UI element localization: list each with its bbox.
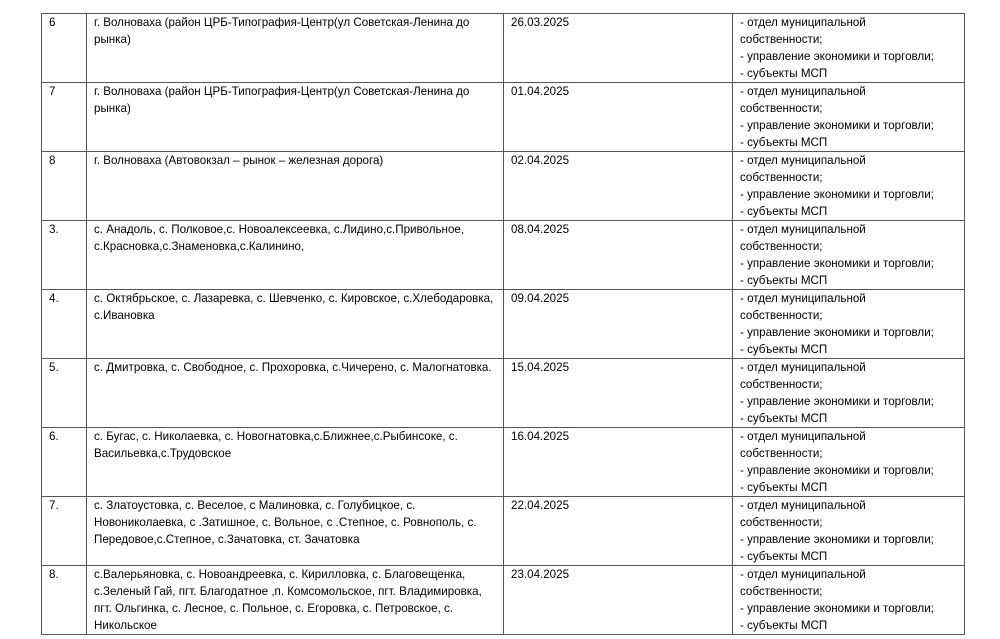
schedule-table (41, 13, 965, 635)
responsible-line: собственности; (740, 585, 823, 598)
responsible-line: - управление экономики и торговли; (740, 50, 934, 63)
responsible-line: - управление экономики и торговли; (740, 188, 934, 201)
responsible-cell (733, 359, 965, 428)
responsible-line: - управление экономики и торговли; (740, 257, 934, 270)
responsible-line: - управление экономики и торговли; (740, 533, 934, 546)
row-number: 6. (42, 428, 87, 497)
table-row (42, 428, 965, 497)
date-cell: 23.04.2025 (504, 566, 733, 635)
responsible-line: - субъекты МСП (740, 67, 828, 80)
responsible-line: - субъекты МСП (740, 619, 828, 632)
responsible-line: - отдел муниципальной (740, 499, 866, 512)
date-cell: 08.04.2025 (504, 221, 733, 290)
responsible-cell (733, 566, 965, 635)
responsible-line: - отдел муниципальной (740, 292, 866, 305)
responsible-line: - отдел муниципальной (740, 223, 866, 236)
table-row (42, 14, 965, 83)
responsible-line: собственности; (740, 447, 823, 460)
responsible-line: - отдел муниципальной (740, 430, 866, 443)
table-row (42, 497, 965, 566)
responsible-line: - субъекты МСП (740, 205, 828, 218)
table-row (42, 152, 965, 221)
table-row (42, 566, 965, 635)
locality-cell: г. Волноваха (район ЦРБ-Типография-Центр(ул Советская-Ленина до рынка) (87, 83, 504, 152)
date-cell: 15.04.2025 (504, 359, 733, 428)
schedule-table-body (42, 14, 965, 635)
locality-cell: с. Бугас, с. Николаевка, с. Новогнатовка,с.Ближнее,с.Рыбинсоке, с. Васильевка,с.Трудовское (87, 428, 504, 497)
locality-cell: с.Валерьяновка, с. Новоандреевка, с. Кирилловка, с. Благовещенка, с.Зеленый Гай, пгт. Благодатное ,п. Комсомольское, пгт. Владимировка, пгт. Ольгинка, с. Лесное, с. Польное, с. Егоровка, с. Петровское, с. Никольское (87, 566, 504, 635)
responsible-line: собственности; (740, 102, 823, 115)
responsible-line: - субъекты МСП (740, 550, 828, 563)
locality-cell: г. Волноваха (район ЦРБ-Типография-Центр(ул Советская-Ленина до рынка) (87, 14, 504, 83)
responsible-line: собственности; (740, 378, 823, 391)
row-number: 3. (42, 221, 87, 290)
responsible-line: - управление экономики и торговли; (740, 395, 934, 408)
responsible-line: - субъекты МСП (740, 274, 828, 287)
responsible-line: собственности; (740, 171, 823, 184)
date-cell: 26.03.2025 (504, 14, 733, 83)
row-number: 8 (42, 152, 87, 221)
date-cell: 22.04.2025 (504, 497, 733, 566)
table-row (42, 83, 965, 152)
row-number: 6 (42, 14, 87, 83)
locality-cell: с. Златоустовка, с. Веселое, с Малиновка, с. Голубицкое, с. Новониколаевка, с .Затишное, с. Вольное, с .Степное, с. Ровнополь, с. Передовое,с.Степное, с.Зачатовка, ст. Зачатовка (87, 497, 504, 566)
responsible-cell (733, 83, 965, 152)
responsible-line: - субъекты МСП (740, 481, 828, 494)
table-row (42, 221, 965, 290)
table-row (42, 359, 965, 428)
table-row (42, 290, 965, 359)
responsible-line: - управление экономики и торговли; (740, 326, 934, 339)
row-number: 8. (42, 566, 87, 635)
responsible-line: - отдел муниципальной (740, 568, 866, 581)
row-number: 5. (42, 359, 87, 428)
responsible-cell (733, 14, 965, 83)
responsible-line: - отдел муниципальной (740, 361, 866, 374)
row-number: 7. (42, 497, 87, 566)
date-cell: 01.04.2025 (504, 83, 733, 152)
responsible-line: - управление экономики и торговли; (740, 464, 934, 477)
locality-cell: с. Анадоль, с. Полковое,с. Новоалексеевка, с.Лидино,с.Привольное, с.Красновка,с.Знаменовка,с.Калинино, (87, 221, 504, 290)
responsible-cell (733, 497, 965, 566)
date-cell: 09.04.2025 (504, 290, 733, 359)
date-cell: 16.04.2025 (504, 428, 733, 497)
responsible-line: собственности; (740, 516, 823, 529)
responsible-line: - отдел муниципальной (740, 16, 866, 29)
responsible-line: - субъекты МСП (740, 412, 828, 425)
responsible-line: собственности; (740, 240, 823, 253)
responsible-line: - отдел муниципальной (740, 85, 866, 98)
responsible-cell (733, 221, 965, 290)
responsible-cell (733, 152, 965, 221)
locality-cell: с. Октябрьское, с. Лазаревка, с. Шевченко, с. Кировское, с.Хлебодаровка, с.Ивановка (87, 290, 504, 359)
row-number: 4. (42, 290, 87, 359)
responsible-line: собственности; (740, 33, 823, 46)
responsible-line: - управление экономики и торговли; (740, 602, 934, 615)
date-cell: 02.04.2025 (504, 152, 733, 221)
responsible-line: - управление экономики и торговли; (740, 119, 934, 132)
responsible-line: - субъекты МСП (740, 343, 828, 356)
responsible-line: - отдел муниципальной (740, 154, 866, 167)
locality-cell: с. Дмитровка, с. Свободное, с. Прохоровка, с.Чичерено, с. Малогнатовка. (87, 359, 504, 428)
row-number: 7 (42, 83, 87, 152)
responsible-cell (733, 290, 965, 359)
responsible-line: собственности; (740, 309, 823, 322)
locality-cell: г. Волноваха (Автовокзал – рынок – железная дорога) (87, 152, 504, 221)
responsible-cell (733, 428, 965, 497)
responsible-line: - субъекты МСП (740, 136, 828, 149)
